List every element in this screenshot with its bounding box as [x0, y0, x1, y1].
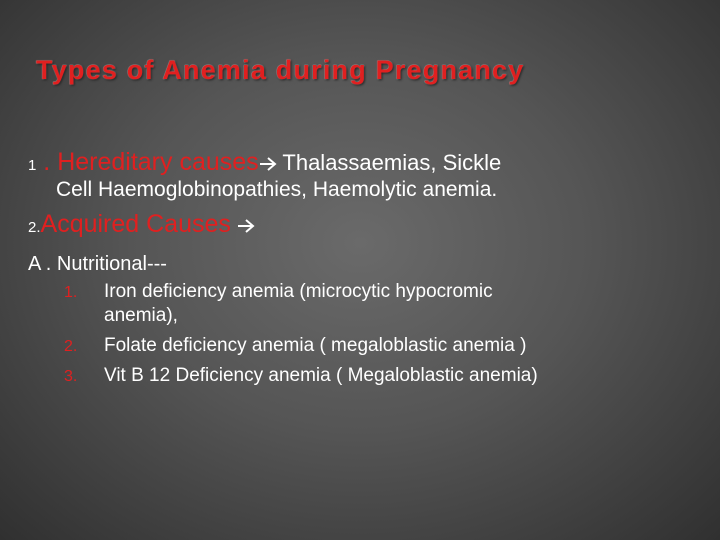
acquired-dot: . [36, 219, 41, 236]
hereditary-dot: . [36, 148, 58, 176]
hereditary-line [28, 148, 501, 177]
slide-title: Types of Anemia during Pregnancy [36, 55, 525, 85]
right-arrow-icon [259, 157, 277, 171]
list-item-text: Iron deficiency anemia (microcytic hypocromic [104, 281, 493, 302]
list-item-number: 1. [64, 284, 78, 301]
list-item [64, 281, 493, 303]
list-item-number: 2. [64, 338, 78, 355]
hereditary-text: Thalassaemias, Sickle [282, 150, 502, 175]
list-item-number: 3. [64, 368, 78, 385]
acquired-number: 2 [28, 219, 37, 236]
list-item-continuation: anemia), [104, 305, 178, 326]
right-arrow-icon [237, 219, 255, 233]
hereditary-number: 1 [28, 157, 37, 174]
hereditary-heading: Hereditary causes [57, 148, 259, 176]
acquired-heading: Acquired Causes [40, 210, 231, 238]
list-item-text: Folate deficiency anemia ( megaloblastic anemia ) [104, 335, 527, 356]
list-item [64, 335, 526, 357]
nutritional-heading: A . Nutritional--- [28, 253, 167, 275]
list-item [64, 365, 538, 387]
acquired-line [28, 210, 255, 239]
hereditary-continuation: Cell Haemoglobinopathies, Haemolytic anemia. [56, 178, 498, 201]
list-item-text: Vit B 12 Deficiency anemia ( Megaloblastic anemia) [104, 365, 538, 386]
